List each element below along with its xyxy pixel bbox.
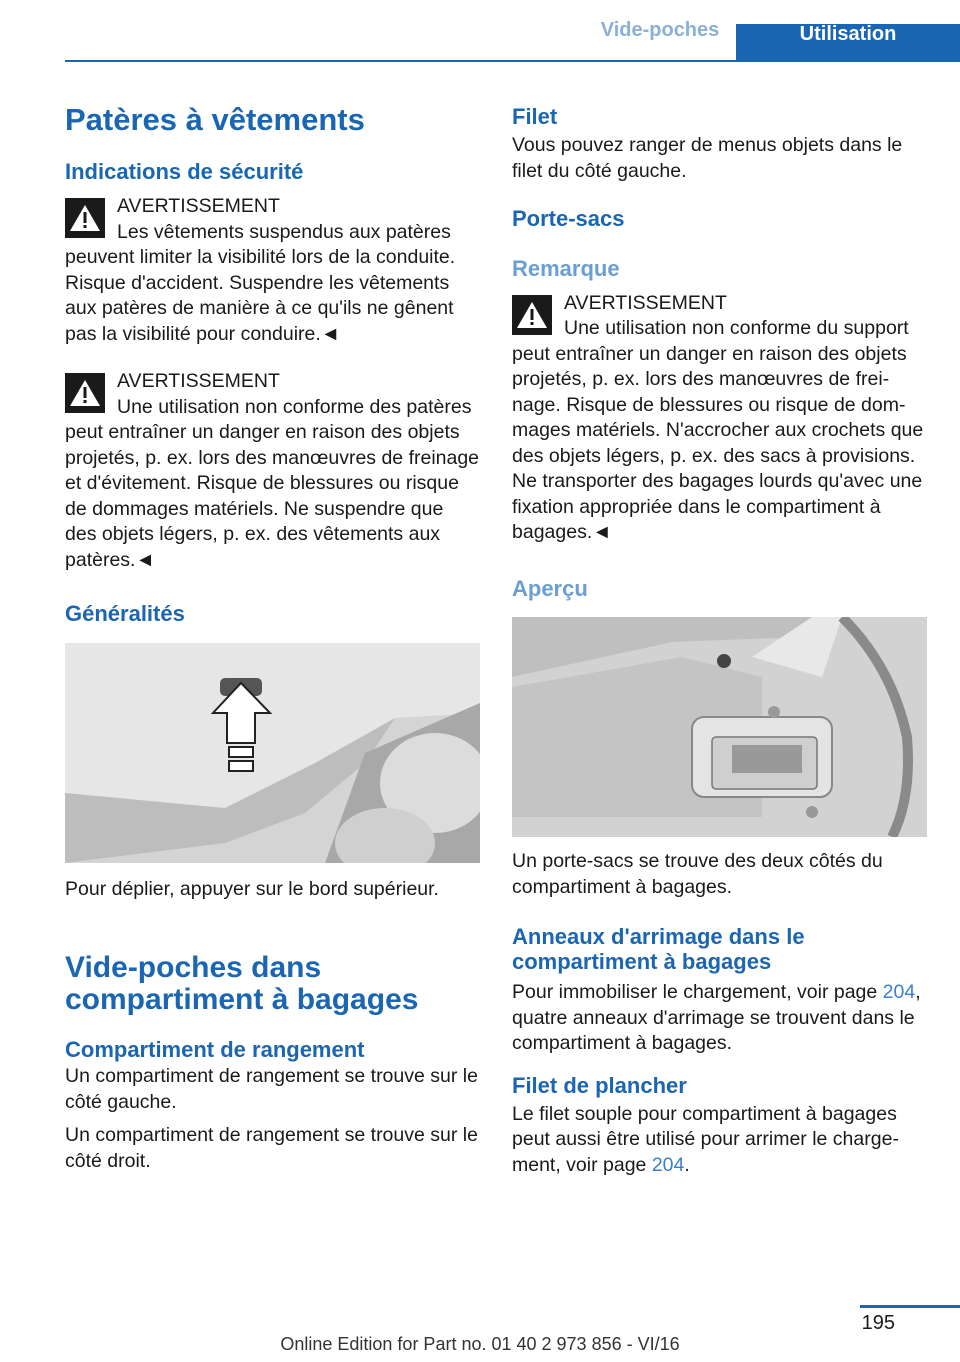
storage-text-left: Un compartiment de rangement se trouve sur le côté gauche. <box>65 1065 478 1113</box>
net-heading: Filet <box>512 104 558 129</box>
general-heading: Généralités <box>65 601 185 627</box>
warning-text: peut entraîner un danger en raison des objets projetés, p. ex. lors des manœuvres de freinage et d'évitement. Risque de blessures ou risque de dommages matériels. Ne suspendre que des objets légers, p. ex. des vêtements aux patères.◄ <box>65 421 480 571</box>
warning-block <box>512 291 927 546</box>
warning-text-first: Une utilisation non conforme des patères <box>117 395 472 418</box>
floor-net-text <box>512 1102 927 1179</box>
warning-icon <box>65 373 105 413</box>
page-footer <box>0 1300 960 1362</box>
coat-hook-illustration <box>65 643 480 863</box>
footer-rule <box>860 1305 960 1308</box>
warning-label: AVERTISSEMENT <box>117 370 280 393</box>
rings-text-b: , quatre anneaux d'arrimage se trouvent dans le compartiment à bagages. <box>512 981 921 1055</box>
left-column <box>65 100 480 1174</box>
page-link[interactable]: 204 <box>651 1153 685 1176</box>
warning-text: peut entraîner un danger en raison des objets projetés, p. ex. lors des manœuvres de freinage. Risque de blessures ou risque de dommages matériels. N'accrocher aux crochets que des objets légers, p. ex. des sacs à provisions. Ne transporter des bagages lourds qu'avec une fixation appropriée dans le compartiment à bagages.◄ <box>512 342 924 544</box>
warning-text-first: Les vêtements suspendus aux patères <box>117 220 451 243</box>
warning-icon <box>65 198 105 238</box>
floor-text-b: . <box>684 1153 690 1176</box>
warning-text: peuvent limiter la visibilité lors de la conduite. Risque d'accident. Suspendre les vêtements aux patères de manière à ce qu'ils ne gênent pas la visibilité pour conduire.◄ <box>65 246 456 345</box>
coat-hooks-title: Patères à vêtements <box>65 102 365 137</box>
header-chapter-label: Utilisation <box>799 22 897 45</box>
safety-heading: Indications de sécurité <box>65 159 304 184</box>
warning-label: AVERTISSEMENT <box>564 291 727 314</box>
bag-hook-heading: Porte-sacs <box>512 206 625 232</box>
tie-down-rings-heading: Anneaux d'arrimage dans le compartiment à bagages <box>512 924 805 975</box>
trunk-figure <box>512 617 927 837</box>
warning-block <box>65 194 480 347</box>
warning-block <box>65 369 480 573</box>
storage-heading: Compartiment de rangement <box>65 1037 365 1063</box>
warning-label: AVERTISSEMENT <box>117 195 280 218</box>
tie-down-rings-text <box>512 980 927 1057</box>
coat-hook-figure <box>65 643 480 863</box>
header-rule <box>65 60 960 62</box>
page-number: 195 <box>861 1312 895 1334</box>
right-column <box>512 100 927 1178</box>
floor-text-a: Le filet souple pour compartiment à bagages peut aussi être utilisé pour arrimer le chargement, voir page <box>512 1102 899 1176</box>
floor-net-heading: Filet de plancher <box>512 1072 687 1098</box>
overview-heading: Aperçu <box>512 575 588 601</box>
warning-text-first: Une utilisation non conforme du support <box>564 317 909 340</box>
edition-note: Online Edition for Part no. 01 40 2 973 856 - VI/16 <box>280 1334 680 1354</box>
section-title: Vide-poches dans compartiment à bagages <box>65 951 419 1016</box>
net-text: Vous pouvez ranger de menus objets dans le filet du côté gauche. <box>512 134 903 182</box>
trunk-illustration <box>512 617 927 837</box>
rings-text-a: Pour immobiliser le chargement, voir page <box>512 981 883 1004</box>
remark-heading: Remarque <box>512 255 620 281</box>
page-header <box>0 0 960 62</box>
header-section[interactable]: Vide-poches <box>600 18 720 41</box>
storage-text-right: Un compartiment de rangement se trouve sur le côté droit. <box>65 1124 478 1172</box>
fig1-caption: Pour déplier, appuyer sur le bord supérieur. <box>65 877 439 900</box>
header-chapter-tab[interactable] <box>736 24 960 62</box>
fig2-caption: Un porte-sacs se trouve des deux côtés du compartiment à bagages. <box>512 850 883 898</box>
page-link[interactable]: 204 <box>882 981 916 1004</box>
warning-icon <box>512 295 552 335</box>
